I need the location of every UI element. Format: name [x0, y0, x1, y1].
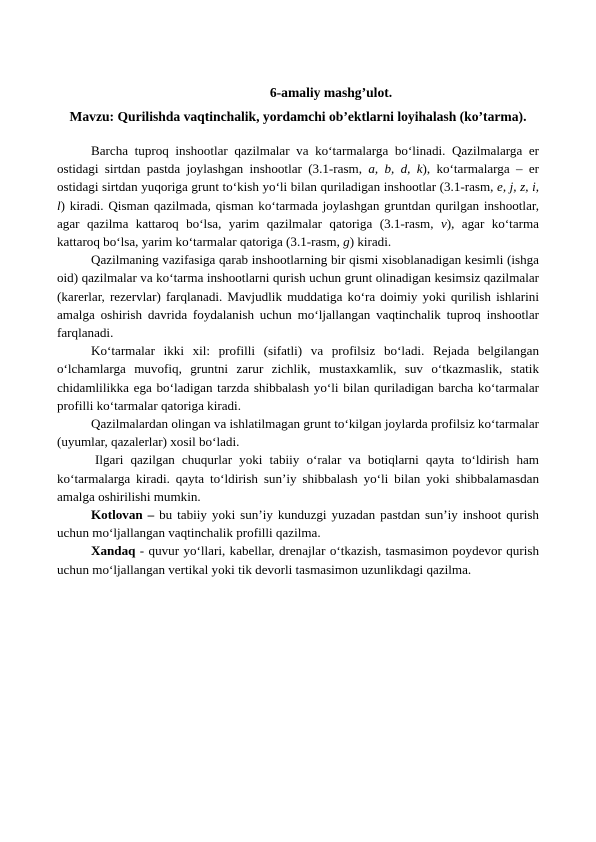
paragraph-xandaq-definition [57, 542, 539, 578]
paragraph-text: ), agar ko‘tarma kattaroq bo‘lsa, yarim ko‘tarmalar qatoriga (3.1-rasm, [57, 215, 539, 250]
paragraph-text: ) kiradi. [349, 234, 392, 250]
paragraph-purpose: Qazilmaning vazifasiga qarab inshootlarning bir qismi xisoblanadigan kesimli (ishga oid) qazilmalar va ko‘tarma inshootlarni qurish uchun grunt olinadigan kesimsiz qazilmalar (karerlar, rezervlar) farqlanadi. Mavjudlik muddatiga ko‘ra doimiy yoki qurilish ishlarini amalga oshirish davrida foydalanish uchun mo‘ljallangan vaqtinchalik tuproq inshootlar farqlanadi. [57, 252, 539, 341]
definition-text: - quvur yo‘llari, kabellar, drenajlar o‘tkazish, tasmasimon poydevor qurish uchun mo‘ljallangan vertikal yoki tik devorli tasmasimon uzunlikdagi qazilma. [57, 543, 539, 577]
paragraph-text: Barcha tuproq inshootlar qazilmalar va ko‘tarmalarga bo‘linadi. Qazilmalarga er ostidagi sirtdan pastda joylashgan inshootlar (3.1-rasm, [57, 143, 539, 177]
paragraph-spoil-heaps: Qazilmalardan olingan va ishlatilmagan grunt to‘kilgan joylarda profilsiz ko‘tarmalar (uyumlar, qazalerlar) xosil bo‘ladi. [57, 416, 539, 450]
term-xandaq: Xandaq [91, 543, 136, 559]
figure-ref: g [343, 234, 350, 250]
definition-text: bu tabiiy yoki sun’iy kunduzgi yuzadan pastdan sun’iy inshoot qurish uchun mo‘ljallangan vaqtinchalik profilli qazilma. [57, 507, 539, 541]
term-kotlovan: Kotlovan – [91, 507, 155, 523]
paragraph-embankment-types: Ko‘tarmalar ikki xil: profilli (sifatli) va profilsiz bo‘ladi. Rejada belgilangan o‘lchamlarga muvofiq, gruntni zarur zichlik, mustaxkamlik, suv o‘tkazmaslik, statik chidamlilikka ega bo‘ladigan tarzda shibbalash yo‘li bilan quriladigan barcha ko‘tarmalar profilli ko‘tarmalar qatoriga kiradi. [57, 343, 539, 413]
page-title: 6-amaliy mashg’ulot. [269, 85, 393, 100]
document-page [57, 84, 539, 579]
figure-ref: v [440, 215, 447, 231]
paragraph-classification [57, 142, 539, 251]
page-subtitle: Mavzu: Qurilishda vaqtinchalik, yordamchi ob’ektlarni loyihalash (ko’tarma). [69, 109, 527, 124]
paragraph-text: ) kiradi. Qisman qazilmada, qisman ko‘tarmada joylashgan gruntdan qurilgan inshootlar, agar qazilma kattaroq bo‘lsa, yarim qazilmalar qatoriga (3.1-rasm, [57, 197, 539, 231]
paragraph-backfill: Ilgari qazilgan chuqurlar yoki tabiiy o‘ralar va botiqlarni qayta to‘ldirish ham ko‘tarmalarga kiradi. qayta to‘ldirish sun’iy shibbalash yo‘li bilan yoki shibbalamasdan amalga oshirilishi mumkin. [57, 452, 539, 504]
paragraph-text: ), ko‘tarmalarga – er ostidagi sirtdan yuqoriga grunt to‘kish yo‘li bilan quriladigan inshootlar (3.1-rasm, [57, 161, 539, 195]
paragraph-kotlovan-definition [57, 506, 539, 542]
figure-ref: e, j, z, i, l [57, 179, 539, 213]
figure-ref: a, b, d, k [368, 161, 423, 177]
